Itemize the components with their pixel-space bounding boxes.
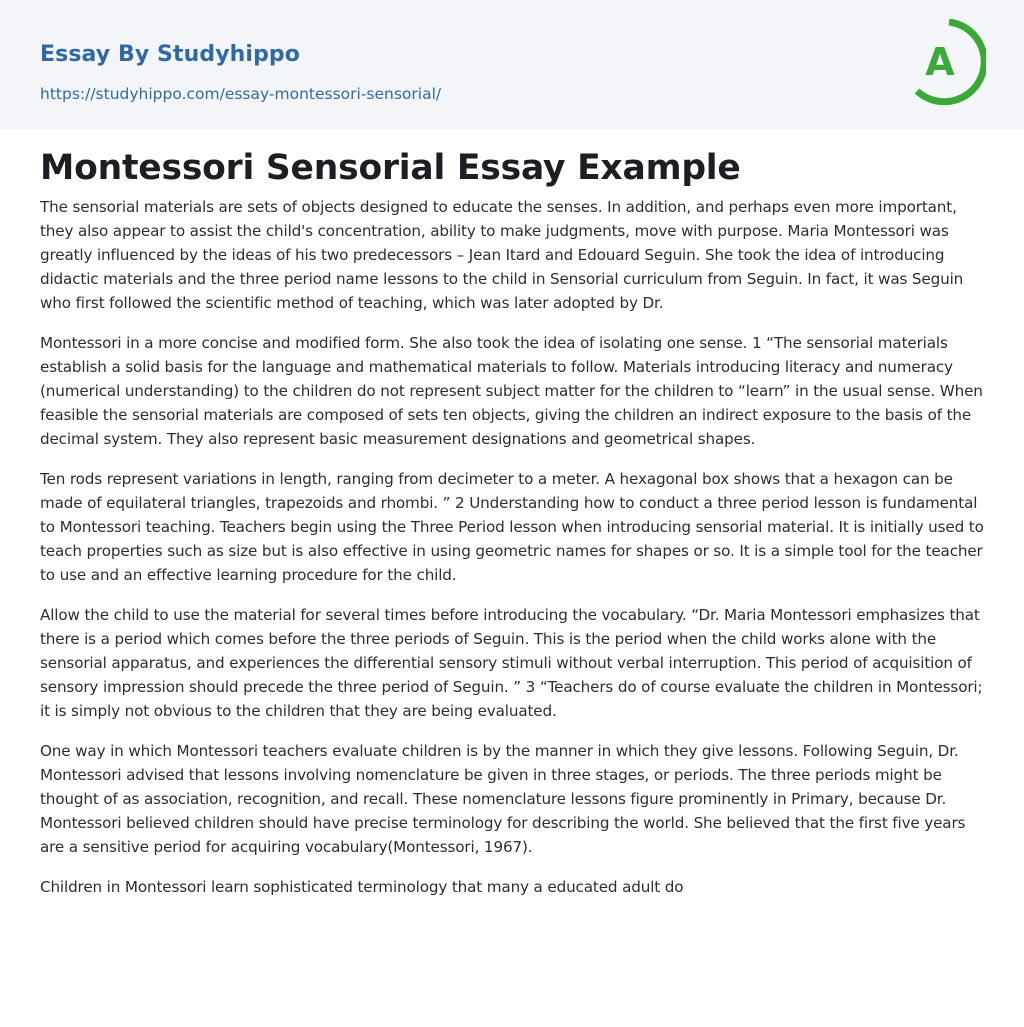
- paragraph: Ten rods represent variations in length, ranging from decimeter to a meter. A hexagonal box shows that a hexagon can be made of equilateral triangles, trapezoids and rhombi. ” 2 Understanding how to conduct a three period lesson is fundamental to Montessori teaching. Teachers begin using the Three Period lesson when introducing sensorial material. It is initially used to teach properties such as size but is also effective in using geometric names for shapes or so. It is a simple tool for the teacher to use and an effective learning procedure for the child.: [40, 470, 984, 584]
- page-title: Montessori Sensorial Essay Example: [40, 148, 741, 188]
- logo-ring-icon: [912, 19, 986, 105]
- site-title[interactable]: Essay By Studyhippo: [40, 42, 300, 67]
- article: [40, 142, 988, 915]
- paragraph: Allow the child to use the material for several times before introducing the vocabulary. “Dr. Maria Montessori emphasizes that there is a period which comes before the three periods of Seguin. This is the period when the child works alone with the sensorial apparatus, and experiences the differential sensory stimuli without verbal interruption. This period of acquisition of sensory impression should precede the three period of Seguin. ” 3 “Teachers do of course evaluate the children in Montessori; it is simply not obvious to the children that they are being evaluated.: [40, 606, 983, 720]
- site-header: [0, 0, 1024, 129]
- logo-letter: A: [925, 40, 955, 84]
- paragraph: Children in Montessori learn sophisticated terminology that many a educated adult do: [40, 878, 684, 896]
- studyhippo-logo[interactable]: [912, 19, 986, 105]
- paragraph: The sensorial materials are sets of objects designed to educate the senses. In addition, and perhaps even more important, they also appear to assist the child's concentration, ability to make judgments, move with purpose. Maria Montessori was greatly influenced by the ideas of his two predecessors – Jean Itard and Edouard Seguin. She took the idea of introducing didactic materials and the three period name lessons to the child in Sensorial curriculum from Seguin. In fact, it was Seguin who first followed the scientific method of teaching, which was later adopted by Dr.: [40, 198, 964, 312]
- page-url-link[interactable]: https://studyhippo.com/essay-montessori-sensorial/: [40, 85, 442, 103]
- paragraph: Montessori in a more concise and modified form. She also took the idea of isolating one sense. 1 “The sensorial materials establish a solid basis for the language and mathematical materials to follow. Materials introducing literacy and numeracy (numerical understanding) to the children do not represent subject matter for the children to “learn” in the usual sense. When feasible the sensorial materials are composed of sets ten objects, giving the children an indirect exposure to the basis of the decimal system. They also represent basic measurement designations and geometrical shapes.: [40, 334, 983, 448]
- paragraph: One way in which Montessori teachers evaluate children is by the manner in which they give lessons. Following Seguin, Dr. Montessori advised that lessons involving nomenclature be given in three stages, or periods. The three periods might be thought of as association, recognition, and recall. These nomenclature lessons figure prominently in Primary, because Dr. Montessori believed children should have precise terminology for describing the world. She believed that the first five years are a sensitive period for acquiring vocabulary(Montessori, 1967).: [40, 742, 966, 856]
